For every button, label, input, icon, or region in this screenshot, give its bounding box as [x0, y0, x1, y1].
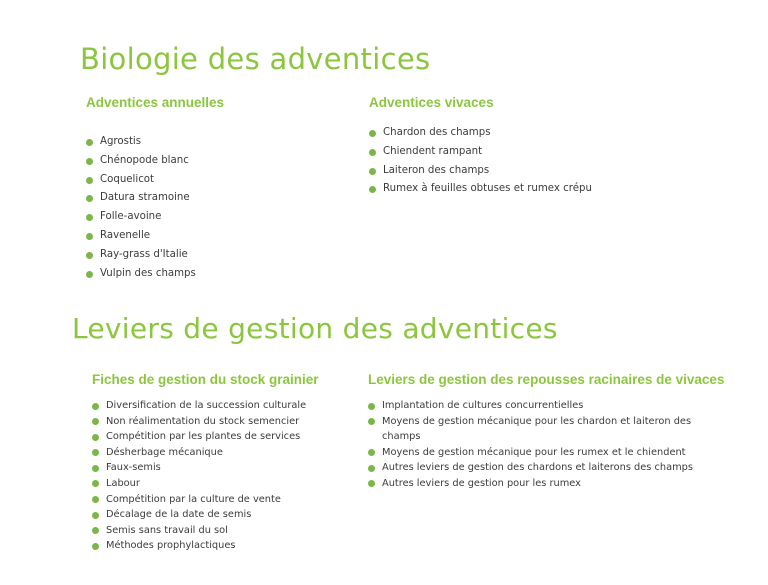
- column-repousses-racinaires: [368, 372, 725, 491]
- list-item[interactable]: Vulpin des champs: [86, 265, 224, 284]
- column-adventices-annuelles: [86, 95, 224, 283]
- list-item[interactable]: Décalage de la date de semis: [92, 507, 319, 523]
- column-adventices-vivaces: [369, 95, 592, 199]
- list-item[interactable]: Ravenelle: [86, 227, 224, 246]
- list-item[interactable]: Semis sans travail du sol: [92, 523, 319, 539]
- list-item[interactable]: Autres leviers de gestion des chardons et laiterons des champs: [368, 460, 708, 476]
- column-stock-grainier: [92, 372, 319, 554]
- list-item[interactable]: Datura stramoine: [86, 189, 224, 208]
- section-title-leviers: Leviers de gestion des adventices: [72, 312, 558, 345]
- list-item[interactable]: Non réalimentation du stock semencier: [92, 414, 319, 430]
- list-item[interactable]: Agrostis: [86, 133, 224, 152]
- list-item[interactable]: Ray-grass d'Italie: [86, 246, 224, 265]
- list-item[interactable]: Compétition par les plantes de services: [92, 429, 319, 445]
- list-item[interactable]: Laiteron des champs: [369, 162, 592, 181]
- section-title-biologie: Biologie des adventices: [80, 42, 431, 76]
- list-item[interactable]: Méthodes prophylactiques: [92, 538, 319, 554]
- heading-adventices-vivaces: Adventices vivaces: [369, 95, 494, 110]
- heading-repousses-racinaires: Leviers de gestion des repousses racinaires de vivaces: [368, 372, 725, 387]
- list-item[interactable]: Moyens de gestion mécanique pour les chardon et laiteron des champs: [368, 414, 708, 445]
- list-item[interactable]: Chénopode blanc: [86, 152, 224, 171]
- list-item[interactable]: Folle-avoine: [86, 208, 224, 227]
- list-item[interactable]: Compétition par la culture de vente: [92, 492, 319, 508]
- list-item[interactable]: Désherbage mécanique: [92, 445, 319, 461]
- list-item[interactable]: Labour: [92, 476, 319, 492]
- heading-adventices-annuelles: Adventices annuelles: [86, 95, 225, 110]
- list-item[interactable]: Coquelicot: [86, 171, 224, 190]
- list-item[interactable]: Chiendent rampant: [369, 143, 592, 162]
- list-stock-grainier: [92, 398, 319, 554]
- list-item[interactable]: Implantation de cultures concurrentielles: [368, 398, 708, 414]
- list-item[interactable]: Rumex à feuilles obtuses et rumex crépu: [369, 180, 592, 199]
- list-adventices-annuelles: [86, 133, 224, 283]
- list-item[interactable]: Chardon des champs: [369, 124, 592, 143]
- list-item[interactable]: Autres leviers de gestion pour les rumex: [368, 476, 708, 492]
- heading-stock-grainier: Fiches de gestion du stock grainier: [92, 372, 319, 387]
- list-item[interactable]: Faux-semis: [92, 460, 319, 476]
- list-adventices-vivaces: [369, 124, 592, 199]
- list-item[interactable]: Moyens de gestion mécanique pour les rumex et le chiendent: [368, 445, 708, 461]
- list-repousses-racinaires: [368, 398, 708, 491]
- list-item[interactable]: Diversification de la succession culturale: [92, 398, 319, 414]
